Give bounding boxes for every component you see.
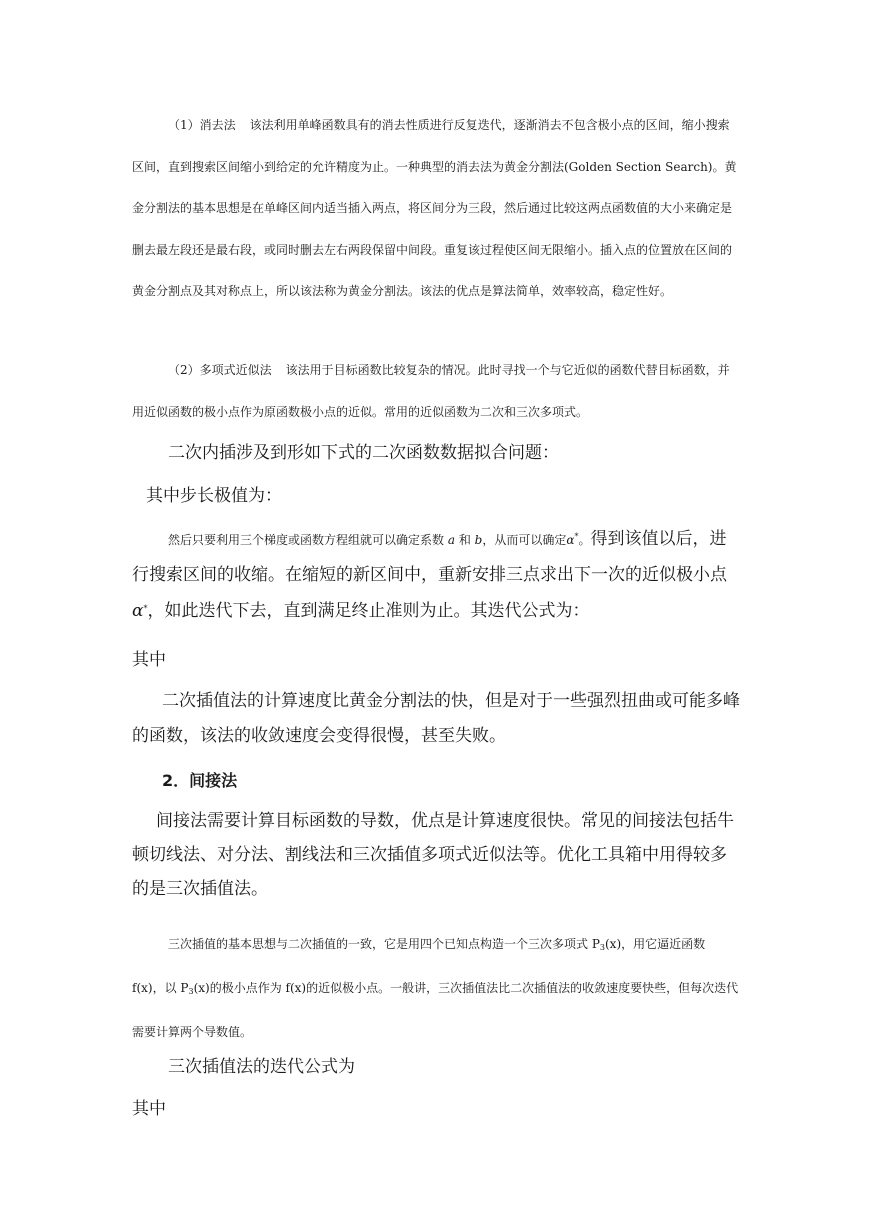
- coefficient-text-1: 然后只要利用三个梯度或函数方程组就可以确定系数: [168, 533, 445, 547]
- paragraph-quadratic-comparison: 二次插值法的计算速度比黄金分割法的快，但是对于一些强烈扭曲或可能多峰的函数，该法的收敛速度会变得很慢，甚至失败。: [132, 691, 740, 746]
- paragraph-cubic-iteration-formula: 三次插值法的迭代公式为: [168, 1057, 355, 1077]
- paragraph-polynomial-method: [132, 350, 740, 433]
- cubic-sub-1: 3: [599, 943, 605, 952]
- cubic-sub-2: 3: [188, 987, 194, 996]
- paragraph-where-1: 其中: [132, 650, 166, 670]
- elimination-method-body: 该法利用单峰函数具有的消去性质进行反复迭代，逐渐消去不包含极小点的区间，缩小搜索区间，直到搜索区间缩小到给定的允许精度为止。一种典型的消去法为黄金分割法(Golden Section Search)。黄金分割法的基本思想是在单峰区间内适当插入两点，将区间分为三段，然后通过比较这两点函数值的大小来确定是删去最左段还是最右段，或同时删去左右两段保留中间段。重复该过程使区间无限缩小。插入点的位置放在区间的黄金分割点及其对称点上，所以该法称为黄金分割法。该法的优点是算法简单，效率较高，稳定性好。: [132, 118, 737, 298]
- alpha-symbol: α: [566, 533, 575, 547]
- coefficient-a: a: [447, 533, 455, 547]
- coefficient-text-2: ，从而可以确定: [482, 533, 567, 547]
- paragraph-where-2: 其中: [132, 1099, 166, 1119]
- heading-indirect-method: 2．间接法: [162, 771, 238, 790]
- coefficient-text-3: 得到该值以后，进行搜索区间的收缩。在缩短的新区间中，重新安排三点求出下一次的近似极小点: [132, 529, 727, 585]
- cubic-text-2: (x)，用它逼近函数 f(x)，以 P: [132, 937, 706, 995]
- paragraph-indirect-method: 间接法需要计算目标函数的导数，优点是计算速度很快。常见的间接法包括牛顿切线法、对分法、割线法和三次插值多项式近似法等。优化工具箱中用得较多的是三次插值法。: [132, 811, 734, 899]
- coefficient-text-4: ，如此迭代下去，直到满足终止准则为止。其迭代公式为：: [147, 601, 590, 621]
- coefficient-b: b: [474, 533, 483, 547]
- elimination-method-title: （1）消去法: [168, 118, 236, 132]
- coefficient-and: 和: [458, 533, 471, 547]
- paragraph-elimination-method: [132, 105, 740, 313]
- paragraph-quadratic-interpolation: 二次内插涉及到形如下式的二次函数数据拟合问题：: [168, 443, 559, 463]
- cubic-text-3: (x)的极小点作为 f(x)的近似极小点。一般讲，三次插值法比二次插值法的收敛速度要快些，但每次迭代需要计算两个导数值。: [132, 981, 739, 1039]
- paragraph-step-extremum: 其中步长极值为：: [146, 486, 282, 506]
- coefficient-period: 。: [578, 533, 591, 547]
- alpha-star-2: *: [143, 604, 148, 613]
- cubic-text-1: 三次插值的基本思想与二次插值的一致，它是用四个已知点构造一个三次多项式 P: [168, 937, 600, 951]
- alpha-star: *: [574, 532, 579, 541]
- paragraph-cubic-interpolation: [132, 924, 740, 1053]
- polynomial-method-body: 该法用于目标函数比较复杂的情况。此时寻找一个与它近似的函数代替目标函数，并用近似函数的极小点作为原函数极小点的近似。常用的近似函数为二次和三次多项式。: [132, 363, 730, 419]
- paragraph-coefficient-determination: [132, 520, 740, 629]
- alpha-symbol-2: α: [132, 601, 144, 621]
- polynomial-method-title: （2）多项式近似法: [168, 363, 272, 377]
